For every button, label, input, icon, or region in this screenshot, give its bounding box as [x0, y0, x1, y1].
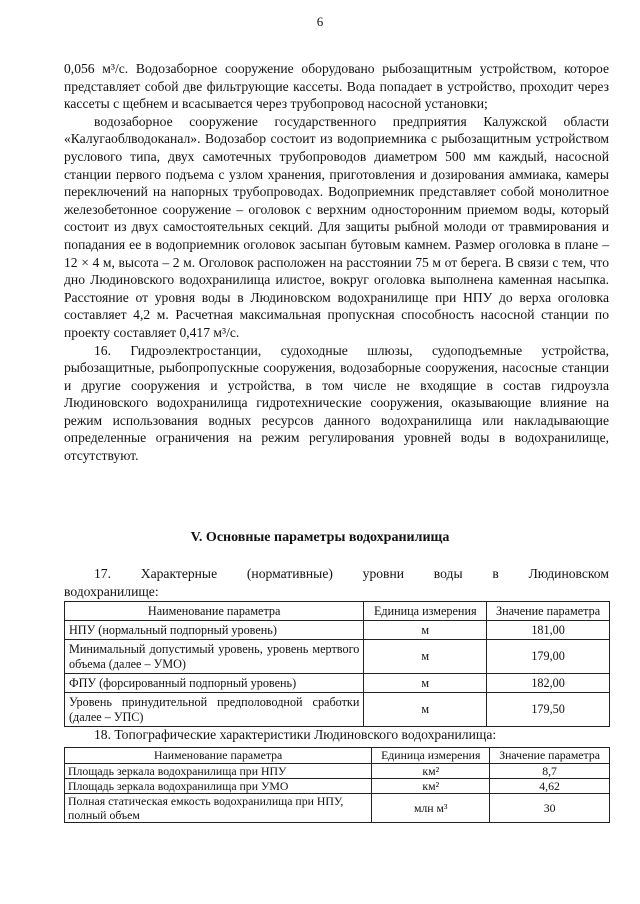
table-cell: 179,00 — [487, 640, 610, 674]
table-cell: Полная статическая емкость водохранилища при НПУ, полный объем — [65, 794, 372, 823]
table-cell: млн м³ — [372, 794, 490, 823]
paragraph-17-word: 17. — [94, 566, 111, 581]
table-row — [65, 764, 610, 779]
paragraph-17-line2: водохранилище: — [64, 583, 159, 599]
table-row — [65, 794, 610, 823]
table-cell: 8,7 — [490, 764, 610, 779]
topography-table — [64, 747, 610, 823]
levels-table — [64, 601, 610, 727]
table-cell: Площадь зеркала водохранилища при НПУ — [65, 764, 372, 779]
table-cell: км² — [372, 764, 490, 779]
paragraph-17-word: воды — [433, 566, 463, 581]
table-cell: м — [364, 640, 487, 674]
table-header-row — [65, 748, 610, 764]
paragraph-17-word: (нормативные) — [246, 566, 333, 581]
table-cell: Площадь зеркала водохранилища при УМО — [65, 779, 372, 794]
table-cell: км² — [372, 779, 490, 794]
table-cell: 30 — [490, 794, 610, 823]
paragraph-16: 16. Гидроэлектростанции, судоходные шлюзы, судоподъемные устройства, рыбозащитные, рыбопропускные сооружения, водозаборные сооружения, насосные станции и другие сооружения и устройства, в том числе не входящие в состав гидроузла Людиновского водохранилища гидротехнические сооружения, оказывающие влияние на режим использования водных ресурсов данного водохранилища или накладывающие определенные ограничения на режим регулирования уровней воды в водохранилище, отсутствуют. — [64, 342, 609, 464]
column-header: Единица измерения — [372, 748, 490, 764]
paragraph-17-word: Людиновском — [528, 566, 609, 581]
table-header-row — [65, 602, 610, 621]
column-header: Единица измерения — [364, 602, 487, 621]
table-row — [65, 674, 610, 693]
paragraph-17-word: Характерные — [140, 566, 218, 581]
column-header: Наименование параметра — [65, 602, 364, 621]
table-cell: НПУ (нормальный подпорный уровень) — [65, 621, 364, 640]
table-row — [65, 640, 610, 674]
table-row — [65, 779, 610, 794]
table-cell: Уровень принудительной предполоводной сработки (далее – УПС) — [65, 693, 364, 727]
table-cell: 182,00 — [487, 674, 610, 693]
table-cell: м — [364, 674, 487, 693]
table-cell: м — [364, 693, 487, 727]
section-title: V. Основные параметры водохранилища — [190, 530, 450, 545]
body-text — [64, 60, 609, 465]
paragraph-17-line1 — [64, 565, 609, 583]
paragraph-18: 18. Топографические характеристики Людиновского водохранилища: — [94, 727, 497, 742]
page-number: 6 — [316, 14, 324, 29]
table-cell: 4,62 — [490, 779, 610, 794]
paragraph-intake-1: 0,056 м³/с. Водозаборное сооружение оборудовано рыбозащитным устройством, которое представляет собой две фильтрующие кассеты. Вода попадает в устройство, проходит через кассеты с щебнем и всасывается через трубопровод насосной установки; — [64, 61, 609, 112]
paragraph-17 — [64, 565, 609, 600]
table-cell: ФПУ (форсированный подпорный уровень) — [65, 674, 364, 693]
column-header: Наименование параметра — [65, 748, 372, 764]
table-cell: 179,50 — [487, 693, 610, 727]
table-cell: Минимальный допустимый уровень, уровень мертвого объема (далее – УМО) — [65, 640, 364, 674]
paragraph-intake-2: водозаборное сооружение государственного предприятия Калужской области «Калугаоблводоканал». Водозабор состоит из водоприемника с рыбозащитным устройством руслового типа, двух самотечных трубопроводов диаметром 500 мм каждый, насосной станции первого подъема с узлом хранения, приготовления и дозирования аммиака, камеры переключений на напорных трубопроводах. Водоприемник представляет собой монолитное железобетонное сооружение – оголовок с верхним односторонним приемом воды, который состоит из двух самостоятельных секций. Для защиты рыбной молоди от травмирования и попадания ее в водоприемник оголовок засыпан бутовым камнем. Размер оголовка в плане – 12 × 4 м, высота – 2 м. Оголовок расположен на расстоянии 75 м от берега. В связи с тем, что дно Людиновского водохранилища илистое, вокруг оголовка выполнена каменная насыпка. Расстояние от уровня воды в Людиновском водохранилище при НПУ до верха оголовка составляет 4,2 м. Расчетная максимальная пропускная способность насосной станции по проекту составляет 0,417 м³/с. — [64, 113, 609, 340]
table-row — [65, 693, 610, 727]
paragraph-17-word: в — [492, 566, 499, 581]
table-cell: 181,00 — [487, 621, 610, 640]
table-row — [65, 621, 610, 640]
paragraph-17-word: уровни — [362, 566, 405, 581]
column-header: Значение параметра — [490, 748, 610, 764]
column-header: Значение параметра — [487, 602, 610, 621]
table-cell: м — [364, 621, 487, 640]
